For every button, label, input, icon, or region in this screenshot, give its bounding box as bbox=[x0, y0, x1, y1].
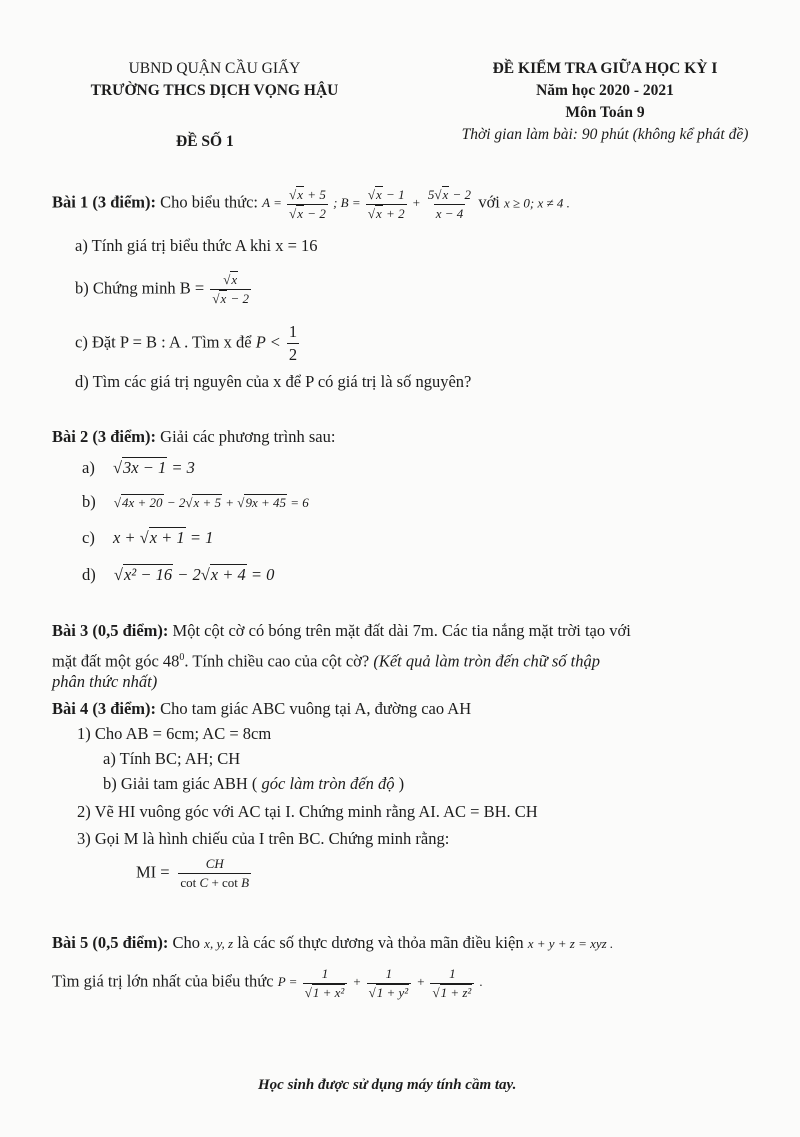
bai2-a bbox=[82, 458, 195, 478]
bai5-intro-b: là các số thực dương và thỏa mãn điều kiện bbox=[237, 933, 524, 952]
bai3-text2a: mặt đất một góc 48 bbox=[52, 651, 180, 671]
bai1-title: Bài 1 (3 điểm): bbox=[52, 192, 157, 212]
bai1-a: a) Tính giá trị biểu thức A khi x = 16 bbox=[75, 236, 318, 255]
exam-number: ĐỀ SỐ 1 bbox=[176, 133, 234, 150]
bai4-p1b-pre: b) Giải tam giác ABH ( bbox=[103, 774, 258, 793]
eq-a: √3x − 1 = 3 bbox=[112, 458, 195, 477]
bai2-c-label: c) bbox=[82, 528, 95, 547]
bai1-b bbox=[75, 272, 253, 307]
bai5-text2: Tìm giá trị lớn nhất của biểu thức bbox=[52, 971, 274, 991]
school-name: TRƯỜNG THCS DỊCH VỌNG HẬU bbox=[90, 82, 339, 99]
bai4-p1: 1) Cho AB = 6cm; AC = 8cm bbox=[77, 724, 272, 743]
bai3-title: Bài 3 (0,5 điểm): bbox=[52, 621, 169, 640]
bai3-line3: phân thức nhất) bbox=[52, 672, 158, 691]
bai2-header bbox=[52, 427, 335, 447]
bai2-b bbox=[82, 492, 309, 512]
bai4-title: Bài 4 (3 điểm): bbox=[52, 699, 157, 718]
bai2-intro: Giải các phương trình sau: bbox=[160, 427, 336, 446]
time-limit: Thời gian làm bài: 90 phút (không kể phát đề) bbox=[461, 126, 749, 143]
half-fraction: $\frac{1}{2}$ bbox=[288, 322, 298, 364]
bai4-p1b-post: ) bbox=[398, 774, 405, 793]
bai3-text1: Một cột cờ có bóng trên mặt đất dài 7m. Các tia nắng mặt trời tạo với bbox=[172, 621, 631, 640]
bai1-header bbox=[52, 187, 570, 222]
eq-d: √x² − 16 − 2√x + 4 = 0 bbox=[113, 565, 275, 584]
bai4-p1b bbox=[103, 774, 404, 794]
footer-note: Học sinh được sử dụng máy tính cầm tay. bbox=[258, 1077, 517, 1093]
bai3-text2b: . Tính chiều cao của cột cờ? bbox=[184, 651, 370, 671]
bai5-line2 bbox=[52, 966, 483, 1001]
exam-title: ĐỀ KIỂM TRA GIỮA HỌC KỲ I bbox=[492, 60, 718, 77]
condition-word: với bbox=[478, 192, 500, 212]
bai4-header bbox=[52, 699, 471, 719]
bai4-p2: 2) Vẽ HI vuông góc với AC tại I. Chứng minh rằng AI. AC = BH. CH bbox=[77, 802, 538, 821]
header-left bbox=[62, 58, 367, 102]
mi-fraction: $\frac{CH}{\text{cot C + cot B}}$ bbox=[180, 856, 250, 890]
bai1-c bbox=[75, 322, 301, 365]
bai5-title: Bài 5 (0,5 điểm): bbox=[52, 933, 169, 952]
subject: Môn Toán 9 bbox=[565, 104, 645, 121]
bai4-p1a: a) Tính BC; AH; CH bbox=[103, 749, 241, 768]
p-expression: P = $\frac{1}{\text{√1 + x²}}$ + $\frac{1}{\text{√1 + y²}}$ + $\frac{1}{\text{√1 + z²}}$ . bbox=[277, 966, 483, 1000]
bai1-b-fraction: $\frac{√x}{√x - 2}$ bbox=[212, 272, 250, 306]
bai2-b-label: b) bbox=[82, 492, 96, 511]
eq-c: x + √x + 1 = 1 bbox=[112, 528, 214, 547]
bai1-c-ineq: P < bbox=[255, 332, 281, 352]
bai2-d bbox=[82, 565, 274, 585]
xyz-vars: x, y, z bbox=[204, 936, 234, 951]
bai1-c-text: c) Đặt P = B : A . Tìm x để bbox=[75, 332, 252, 352]
eq-b: √4x + 20 − 2√x + 5 + √9x + 45 = 6 bbox=[113, 495, 309, 510]
bai3-line2: mặt đất một góc $48^0$. Tính chiều cao của cột cờ? (Kết quả làm tròn đến chữ số thập bbox=[52, 651, 601, 671]
bai5-line1 bbox=[52, 933, 613, 953]
school-year: Năm học 2020 - 2021 bbox=[536, 82, 674, 99]
mi-label: MI = bbox=[136, 862, 170, 882]
bai1-d: d) Tìm các giá trị nguyên của x để P có giá trị là số nguyên? bbox=[75, 372, 472, 391]
bai4-mi-formula bbox=[136, 856, 256, 891]
expr-A: A = $\frac{√x + 5}{√x - 2}$ ; B = $\frac{√x - 1}{√x + 2}$ + $\frac{5√x - 2}{x - 4}$ bbox=[262, 187, 472, 221]
bai2-a-label: a) bbox=[82, 458, 95, 477]
bai1-b-text: b) Chứng minh B = bbox=[75, 278, 205, 298]
bai2-d-label: d) bbox=[82, 565, 96, 584]
bai3-line1 bbox=[52, 621, 631, 641]
xyz-condition: x + y + z = xyz . bbox=[527, 936, 614, 951]
bai2-c bbox=[82, 528, 213, 548]
header-right bbox=[440, 58, 770, 146]
bai4-p1b-italic: góc làm tròn đến độ bbox=[257, 774, 399, 793]
bai2-title: Bài 2 (3 điểm): bbox=[52, 427, 157, 446]
bai5-intro-a: Cho bbox=[172, 933, 201, 952]
bai4-intro: Cho tam giác ABC vuông tại A, đường cao AH bbox=[160, 699, 472, 718]
district-name: UBND QUẬN CẦU GIẤY bbox=[128, 60, 301, 77]
bai4-p3: 3) Gọi M là hình chiếu của I trên BC. Chứng minh rằng: bbox=[77, 829, 450, 848]
bai1-intro: Cho biểu thức: bbox=[160, 192, 259, 212]
condition: x ≥ 0; x ≠ 4 . bbox=[504, 195, 570, 211]
bai3-text2c: (Kết quả làm tròn đến chữ số thập bbox=[373, 651, 601, 671]
